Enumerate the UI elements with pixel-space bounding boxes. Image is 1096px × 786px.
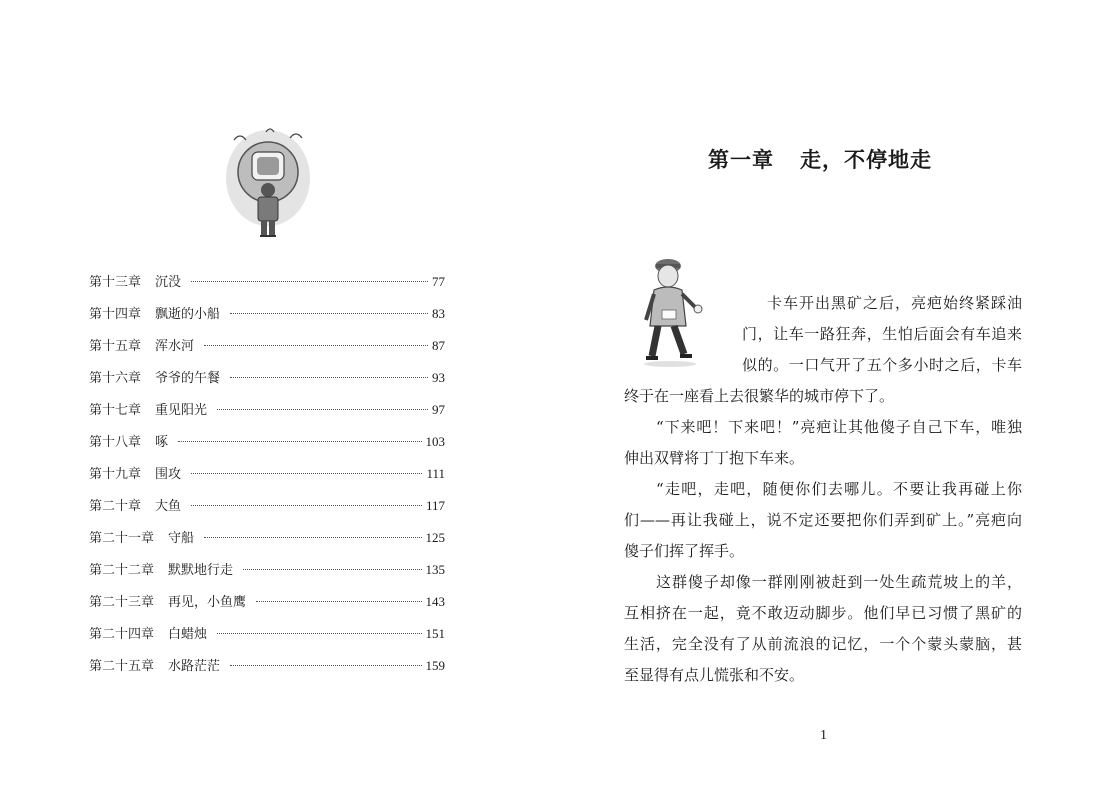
- body-line: 这群傻子却像一群刚刚被赶到一处生疏荒坡上的羊，: [656, 573, 1022, 591]
- body-line: 门，让车一路狂奔，生怕后面会有车追来: [742, 325, 1022, 343]
- toc-entry[interactable]: [89, 298, 445, 330]
- toc-entry[interactable]: [89, 650, 445, 682]
- toc-chapter-number: 第二十四章: [89, 627, 155, 642]
- toc-chapter-title: 白蜡烛: [168, 627, 208, 642]
- toc-chapter-number: 第十七章: [89, 403, 142, 418]
- toc-page-number: 77: [432, 274, 445, 289]
- toc-page-number: 135: [425, 562, 445, 577]
- boy-vignette-illustration: [216, 126, 316, 244]
- toc-entry[interactable]: [89, 490, 445, 522]
- toc-entry[interactable]: [89, 362, 445, 394]
- body-line: 互相挤在一起，竟不敢迈动脚步。他们早已习惯了黑矿的: [624, 604, 1022, 622]
- table-of-contents: [89, 266, 445, 682]
- chapter-body: [624, 288, 1022, 691]
- body-line: “走吧，走吧，随便你们去哪儿。不要让我再碰上你: [656, 480, 1022, 498]
- toc-leader-dots: [230, 665, 421, 666]
- toc-entry[interactable]: [89, 618, 445, 650]
- toc-leader-dots: [217, 409, 428, 410]
- toc-chapter-title: 啄: [155, 435, 169, 450]
- toc-chapter-number: 第二十章: [89, 499, 142, 514]
- toc-entry[interactable]: [89, 554, 445, 586]
- page-number: 1: [820, 728, 827, 743]
- toc-chapter-number: 第十六章: [89, 371, 142, 386]
- toc-chapter-title: 大鱼: [155, 499, 182, 514]
- body-line: 卡车开出黑矿之后，亮疤始终紧踩油: [767, 294, 1022, 312]
- toc-leader-dots: [191, 505, 422, 506]
- body-line: 们——再让我碰上，说不定还要把你们弄到矿上。”亮疤向: [624, 511, 1022, 529]
- toc-chapter-title: 浑水河: [155, 339, 195, 354]
- chapter-title-text: 走，不停地走: [800, 147, 932, 172]
- toc-page-number: 143: [425, 594, 445, 609]
- toc-entry[interactable]: [89, 426, 445, 458]
- toc-entry[interactable]: [89, 522, 445, 554]
- toc-chapter-number: 第十四章: [89, 307, 142, 322]
- toc-chapter-number: 第十三章: [89, 275, 142, 290]
- toc-chapter-number: 第二十二章: [89, 563, 155, 578]
- body-line: 伸出双臂将丁丁抱下车来。: [624, 449, 805, 467]
- toc-leader-dots: [204, 345, 428, 346]
- toc-leader-dots: [243, 569, 421, 570]
- toc-chapter-title: 围攻: [155, 467, 182, 482]
- chapter-number: 第一章: [708, 147, 774, 172]
- toc-page-number: 111: [426, 466, 445, 481]
- toc-page-number: 151: [425, 626, 445, 641]
- body-line: 至显得有点儿慌张和不安。: [624, 666, 805, 684]
- toc-leader-dots: [230, 313, 428, 314]
- body-line: “下来吧！下来吧！”亮疤让其他傻子自己下车，唯独: [656, 418, 1022, 436]
- toc-page-number: 117: [425, 498, 445, 513]
- toc-leader-dots: [217, 633, 421, 634]
- toc-chapter-title: 重见阳光: [155, 403, 208, 418]
- toc-leader-dots: [230, 377, 428, 378]
- toc-chapter-number: 第十九章: [89, 467, 142, 482]
- toc-chapter-title: 再见，小鱼鹰: [168, 595, 247, 610]
- toc-entry[interactable]: [89, 394, 445, 426]
- toc-page-number: 159: [425, 658, 445, 673]
- toc-chapter-number: 第二十五章: [89, 659, 155, 674]
- toc-chapter-title: 水路茫茫: [168, 659, 221, 674]
- chapter-heading: [708, 144, 968, 174]
- toc-leader-dots: [178, 441, 421, 442]
- toc-page-number: 87: [432, 338, 445, 353]
- body-line: 傻子们挥了挥手。: [624, 542, 745, 560]
- body-line: 似的。一口气开了五个多小时之后，卡车: [742, 356, 1022, 374]
- toc-leader-dots: [191, 281, 428, 282]
- toc-leader-dots: [191, 473, 422, 474]
- toc-page-number: 97: [432, 402, 445, 417]
- toc-page-number: 93: [432, 370, 445, 385]
- toc-leader-dots: [256, 601, 421, 602]
- toc-leader-dots: [204, 537, 421, 538]
- toc-entry[interactable]: [89, 458, 445, 490]
- body-line: 生活，完全没有了从前流浪的记忆，一个个蒙头蒙脑，甚: [624, 635, 1022, 653]
- body-line: 终于在一座看上去很繁华的城市停下了。: [624, 387, 895, 405]
- toc-chapter-number: 第二十一章: [89, 531, 155, 546]
- toc-entry[interactable]: [89, 266, 445, 298]
- toc-chapter-title: 爷爷的午餐: [155, 371, 221, 386]
- toc-chapter-title: 守船: [168, 531, 195, 546]
- toc-chapter-title: 默默地行走: [168, 563, 234, 578]
- toc-chapter-number: 第二十三章: [89, 595, 155, 610]
- toc-chapter-title: 沉没: [155, 275, 182, 290]
- toc-chapter-number: 第十五章: [89, 339, 142, 354]
- toc-page-number: 125: [425, 530, 445, 545]
- toc-page-number: 83: [432, 306, 445, 321]
- toc-entry[interactable]: [89, 330, 445, 362]
- toc-chapter-title: 飘逝的小船: [155, 307, 221, 322]
- toc-page-number: 103: [425, 434, 445, 449]
- toc-chapter-number: 第十八章: [89, 435, 142, 450]
- toc-entry[interactable]: [89, 586, 445, 618]
